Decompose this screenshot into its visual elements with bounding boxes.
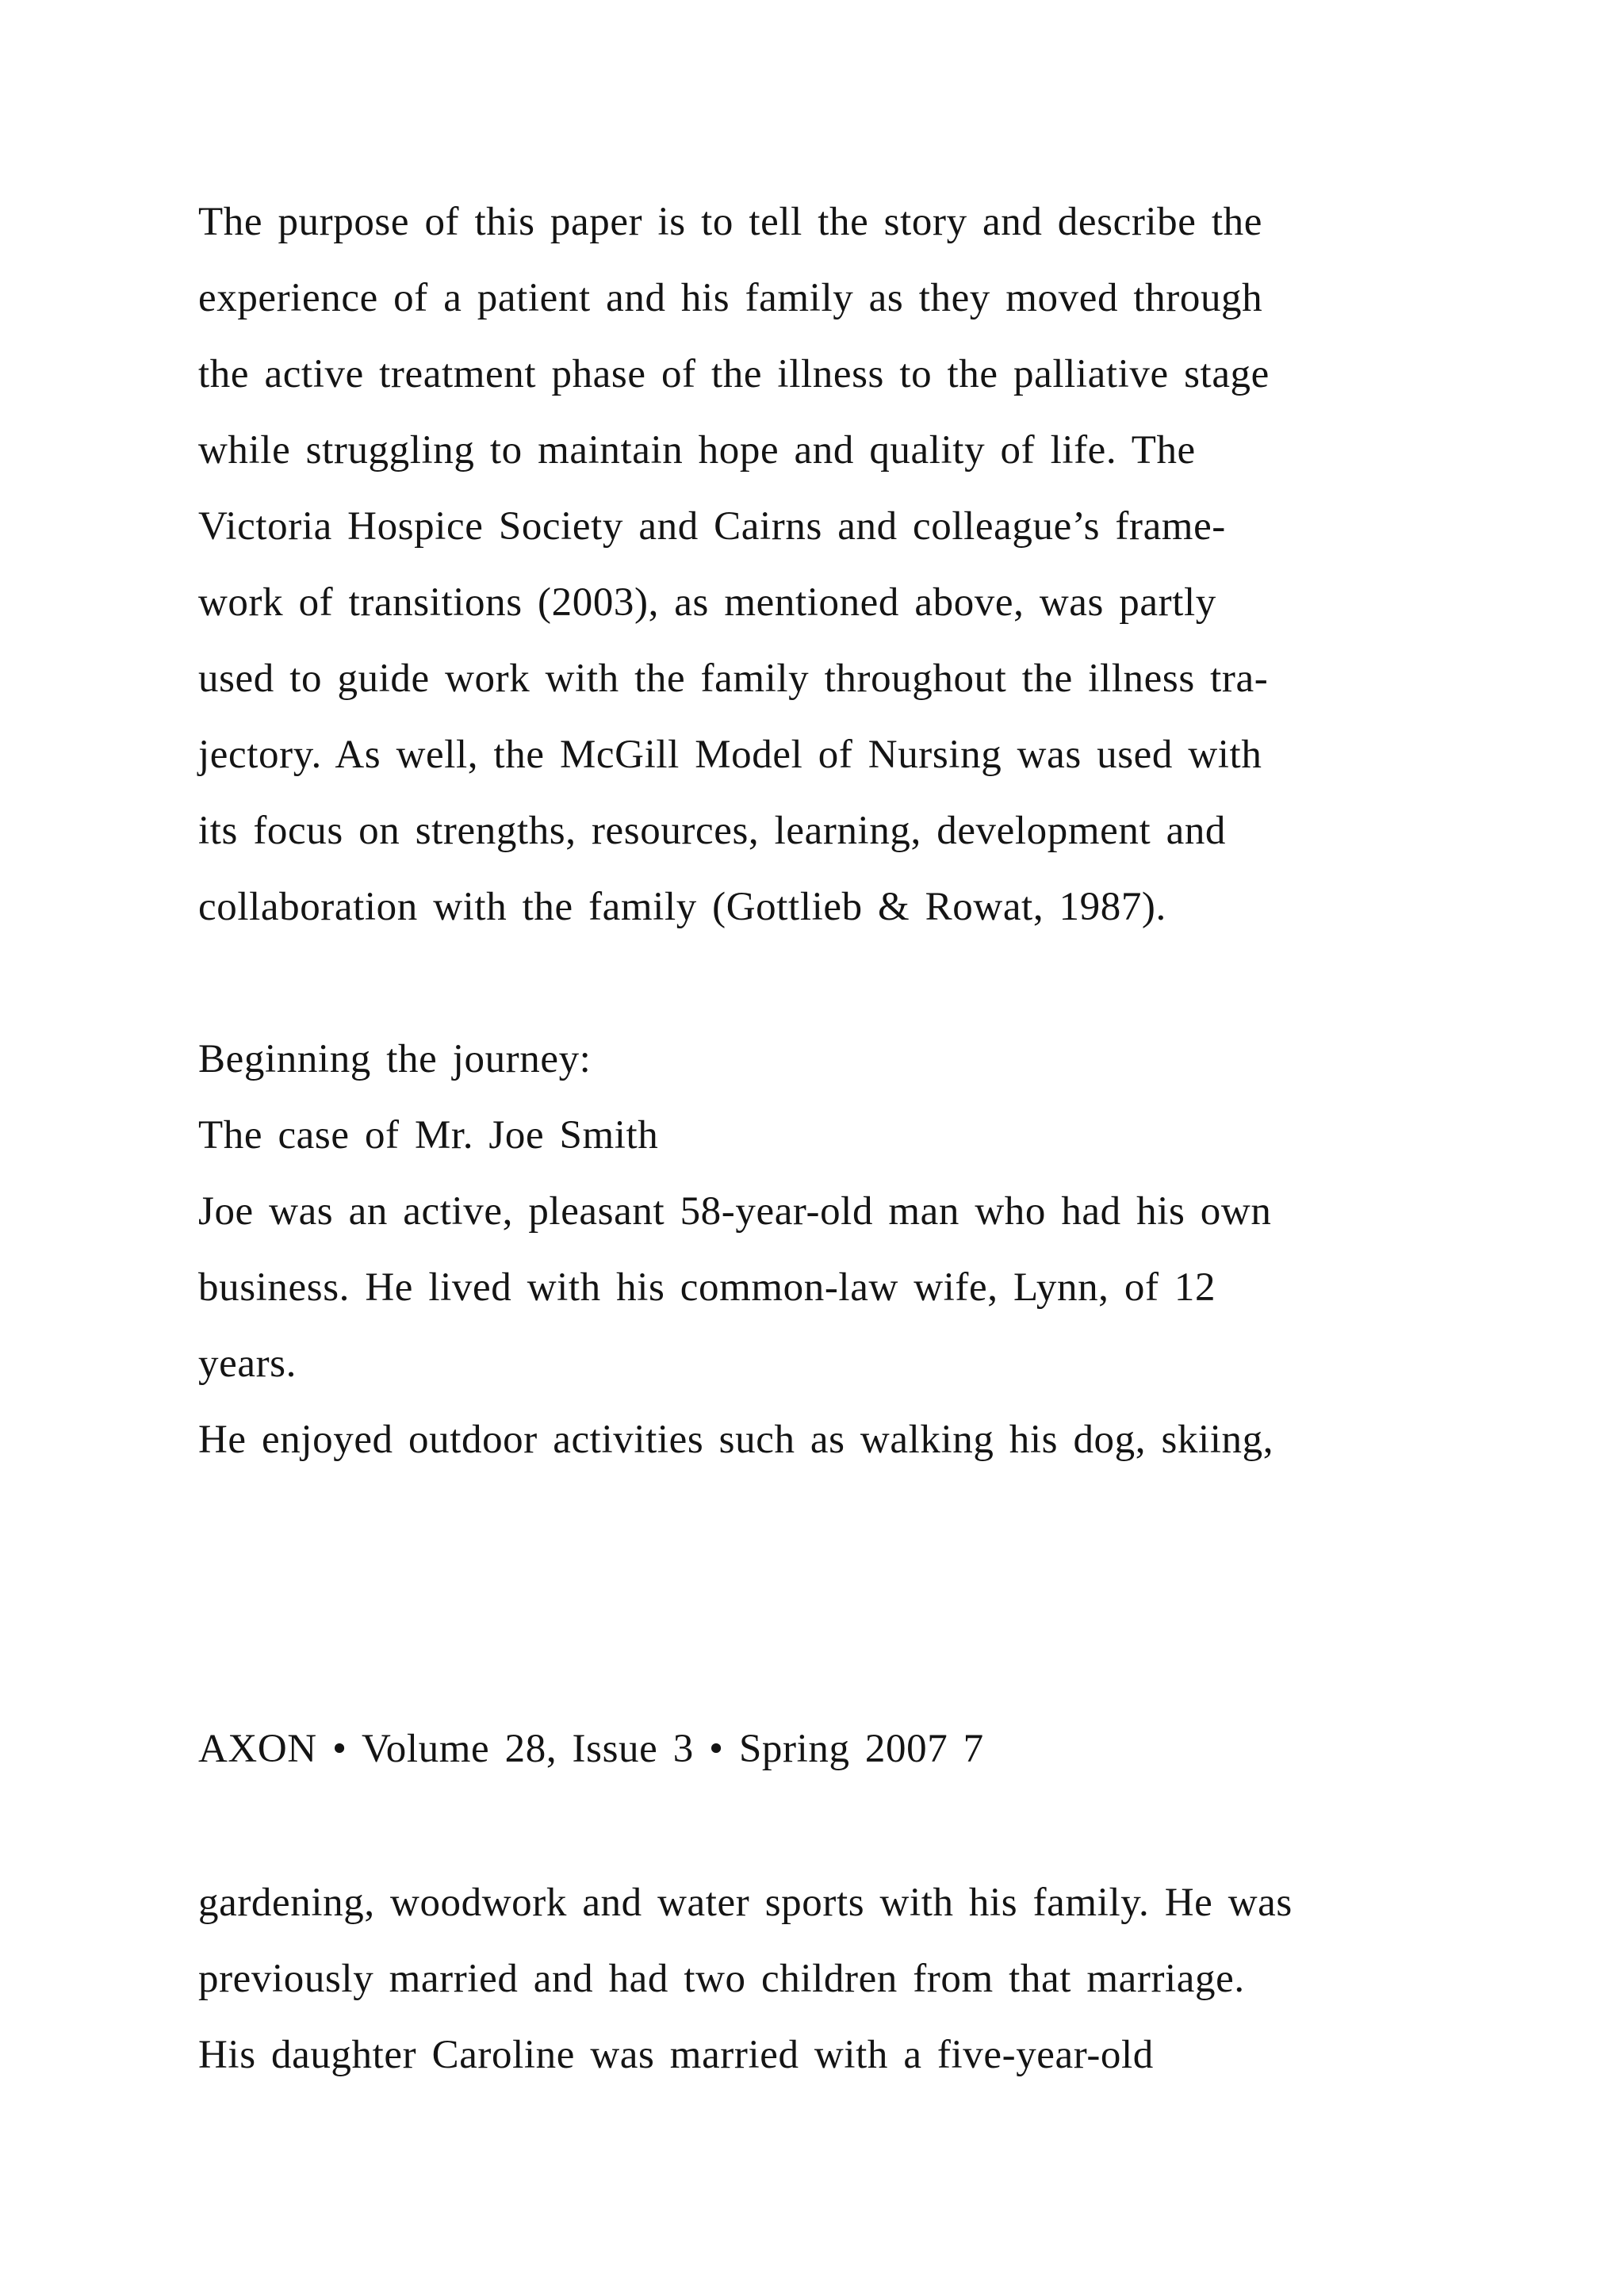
paragraph-1-line-2: experience of a patient and his family as they moved through [198,276,1263,320]
paragraph-1-line-3: the active treatment phase of the illness to the palliative stage [198,352,1270,396]
paragraph-3-line-1: gardening, woodwork and water sports with his family. He was [198,1881,1293,1925]
section-heading-line-1: Beginning the journey: [198,1037,592,1081]
paragraph-1-line-4: while struggling to maintain hope and quality of life. The [198,428,1196,473]
page-footer: AXON • Volume 28, Issue 3 • Spring 2007 7 [198,1727,984,1771]
paragraph-3-line-2: previously married and had two children from that marriage. [198,1957,1245,2001]
paragraph-2-line-1: Joe was an active, pleasant 58-year-old man who had his own [198,1189,1272,1234]
section-heading-line-2: The case of Mr. Joe Smith [198,1113,659,1158]
paragraph-1-line-10: collaboration with the family (Gottlieb & Rowat, 1987). [198,885,1166,929]
paragraph-1-line-6: work of transitions (2003), as mentioned above, was partly [198,580,1216,625]
paragraph-2-line-4: He enjoyed outdoor activities such as walking his dog, skiing, [198,1418,1274,1462]
paragraph-1-line-7: used to guide work with the family throughout the illness tra- [198,656,1269,701]
paragraph-1-line-1: The purpose of this paper is to tell the story and describe the [198,200,1262,244]
paragraph-3-line-3: His daughter Caroline was married with a five-year-old [198,2033,1154,2077]
paragraph-1-line-5: Victoria Hospice Society and Cairns and colleague’s frame- [198,504,1226,549]
paragraph-2-line-2: business. He lived with his common-law wife, Lynn, of 12 [198,1265,1216,1310]
paragraph-1-line-8: jectory. As well, the McGill Model of Nursing was used with [198,733,1262,777]
paragraph-1-line-9: its focus on strengths, resources, learning, development and [198,809,1227,853]
paragraph-2-line-3: years. [198,1341,297,1386]
